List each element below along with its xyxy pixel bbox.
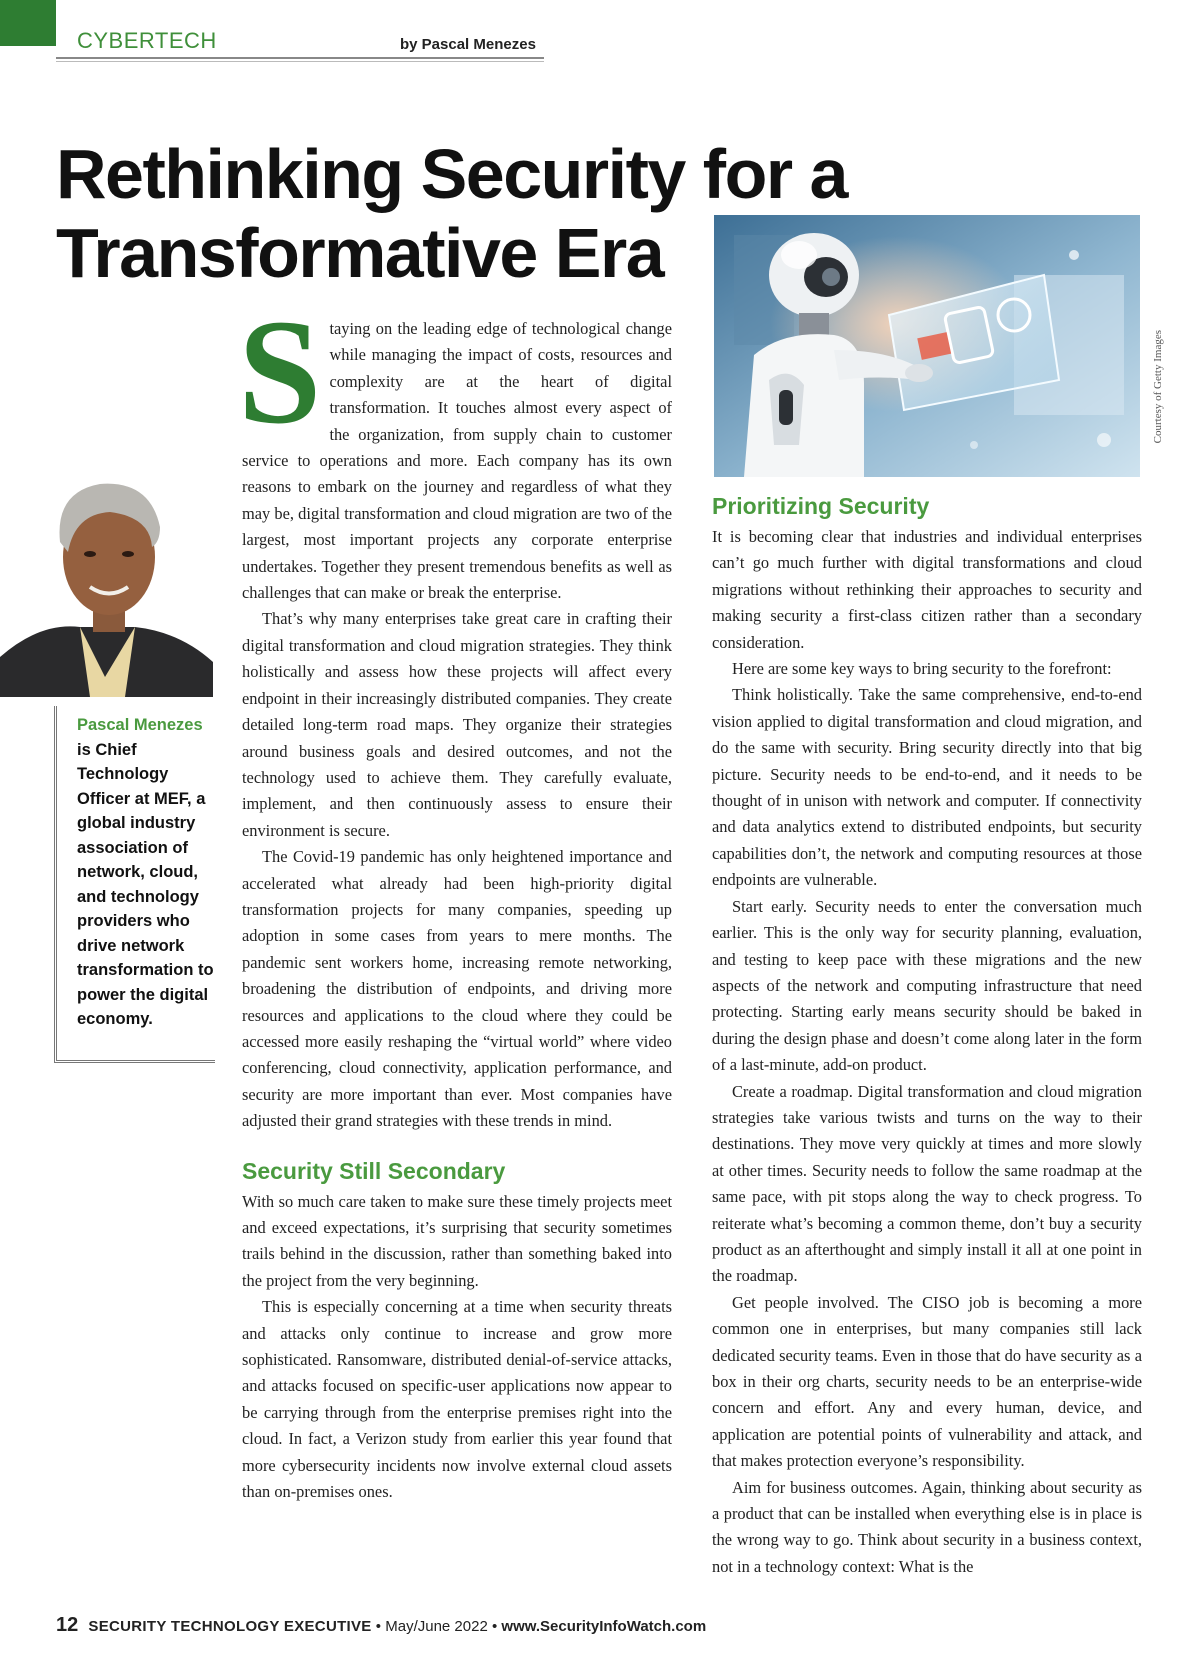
article-title: Rethinking Security for a Transformative Era (56, 135, 847, 292)
intro-text: taying on the leading edge of technological change while managing the impact of costs, resources and complexity are at the heart of digital transformation. It touches almost every aspect of the organization, from supply chain to customer service to operations and more. Each company has its own reasons to embark on the journey and regardless of what they may be, digital transformation and cloud migration are two of the largest, most important projects any corporate enterprise undertakes. Together they present tremendous benefits as well as challenges that can make or break the enterprise. (242, 319, 672, 603)
body-paragraph: Create a roadmap. Digital transformation and cloud migration strategies take various twists and turns on the way to their destinations. They move very quickly at times and more slowly at other times. Security needs to follow the same roadmap at the same pace, with pit stops along the way to check progress. To reiterate what’s becoming a common theme, don’t buy a security product as an afterthought and simply install it all at one point in the roadmap. (712, 1081, 1142, 1286)
page-footer (56, 1614, 706, 1637)
body-paragraph: Start early. Security needs to enter the conversation much earlier. This is the only way for security planning, evaluation, and testing to keep pace with these migrations and the new aspects of the network and computing infrastructure that need protecting. Starting early means security should be baked in during the design phase and doesn’t come along later in the form of a last-minute, add-on product. (712, 896, 1142, 1075)
drop-cap: S (238, 289, 322, 455)
author-bio (77, 713, 217, 1032)
body-paragraph: That’s why many enterprises take great care in crafting their digital transformation and cloud migration strategies. They think holistically and assess how these projects will affect every endpoint in their increasingly distributed companies. They create detailed long-term road maps. They organize their strategies around business goals and desired outcomes, and not the technology used to achieve them. They carefully evaluate, implement, and then continuously assess to ensure their environment is secure. (242, 609, 672, 840)
hero-robot-image (714, 215, 1140, 477)
photo-credit: Courtesy of Getty Images (1152, 330, 1164, 444)
author-photo (0, 462, 213, 697)
footer-separator: • (491, 1618, 498, 1635)
publication-url[interactable]: www.SecurityInfoWatch.com (501, 1618, 707, 1635)
body-paragraph: Here are some key ways to bring security to the forefront: (732, 659, 1112, 679)
body-paragraph: It is becoming clear that industries and individual enterprises can’t go much further with digital transformations and cloud migrations without rethinking their approaches to security and making security a first-class citizen rather than a secondary consideration. (712, 527, 1142, 652)
author-name: Pascal Menezes (77, 716, 203, 734)
header-rule-thin (56, 61, 544, 62)
section-label: CYBERTECH (77, 28, 217, 53)
author-bio-text: is Chief Technology Officer at MEF, a global industry association of network, cloud, and technology providers who drive network transformation to power the digital economy. (77, 740, 214, 1028)
body-paragraph: This is especially concerning at a time when security threats and attacks only continue to increase and grow more sophisticated. Ransomware, distributed denial-of-service attacks, and attacks focused on specific-user applications now appear to be carrying through from the enterprise premises right into the cloud. In fact, a Verizon study from earlier this year found that more cybersecurity incidents now involve external cloud assets than on-premises ones. (242, 1297, 672, 1502)
article-column-right (712, 492, 1142, 1580)
body-paragraph: Think holistically. Take the same comprehensive, end-to-end vision applied to digital transformation and cloud migration, and do the same with security. Bring security directly into that big picture. Security needs to be end-to-end, and it needs to be thought of in unison with network and computer. If connectivity and data analytics extend to distributed endpoints, but security capabilities don’t, the network and computing resources at those endpoints are vulnerable. (712, 685, 1142, 890)
body-paragraph: With so much care taken to make sure these timely projects meet and exceed expectations, it’s surprising that security sometimes trails behind in the discussion, rather than something baked into the project from the very beginning. (242, 1191, 672, 1290)
issue-date: May/June 2022 (385, 1618, 488, 1635)
byline: by Pascal Menezes (400, 36, 536, 53)
section-color-tab (0, 0, 56, 46)
article-column-left (238, 289, 672, 1505)
footer-separator: • (375, 1618, 382, 1635)
intro-paragraph (238, 289, 672, 606)
page-number: 12 (56, 1614, 79, 1636)
header-rule (56, 57, 544, 59)
body-paragraph: Get people involved. The CISO job is becoming a more common one in enterprises, but many companies still lack dedicated security teams. Even in those that do have security as a box in their org charts, security needs to be an enterprise-wide concern and effort. Any and every human, device, and application are potential points of vulnerability and attack, and that makes protection everyone’s responsibility. (712, 1292, 1142, 1471)
subheading: Prioritizing Security (712, 493, 930, 519)
body-paragraph: Aim for business outcomes. Again, thinking about security as a product that can be installed when everything else is in place is the wrong way to go. Think about security in a business context, not in a technology context: What is the (712, 1477, 1142, 1576)
subheading: Security Still Secondary (242, 1157, 506, 1184)
publication-name: SECURITY TECHNOLOGY EXECUTIVE (88, 1618, 372, 1635)
body-paragraph: The Covid-19 pandemic has only heightened importance and accelerated what already had been high-priority digital transformation projects for many companies, speeding up adoption in some cases from years to mere months. The pandemic sent workers home, increasing remote networking, broadening the distribution of endpoints, and driving more resources and applications to the cloud where they could be accessed more easily reshaping the “virtual world” where video conferencing, cloud connectivity, application performance, and security are more important than ever. Most companies have adjusted their grand strategies with these trends in mind. (242, 847, 672, 1131)
